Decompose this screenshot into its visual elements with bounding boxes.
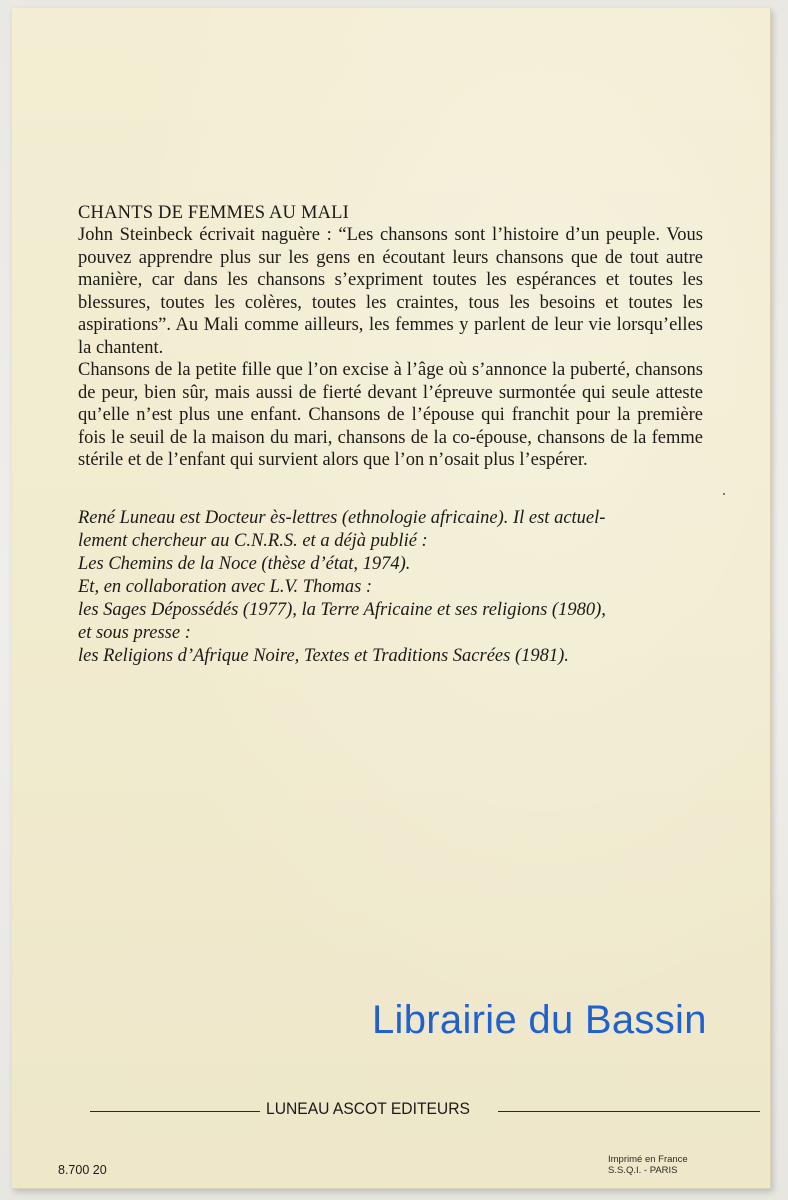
- author-bio-line: lement chercheur au C.N.R.S. et a déjà publié :: [78, 531, 428, 551]
- seller-watermark: Librairie du Bassin: [372, 998, 707, 1042]
- author-bio-line: et sous presse :: [78, 623, 191, 643]
- blurb-paragraph-2: Chansons de la petite fille que l’on excise à l’âge où s’annonce la puberté, chansons de peur, bien sûr, mais aussi de fierté devant l’épreuve surmontée qui seule atteste qu’elle n’est plus une enfant. Chansons de l’épouse qui franchit pour la première fois le seuil de la maison du mari, chansons de la co-épouse, chansons de la femme stérile et de l’enfant qui survient alors que l’on n’osait plus l’espérer.: [78, 360, 703, 471]
- author-bio-line: les Sages Dépossédés (1977), la Terre Africaine et ses religions (1980),: [78, 600, 606, 620]
- book-title: CHANTS DE FEMMES AU MALI: [78, 203, 350, 223]
- printer-line-2: S.S.Q.I. - PARIS: [608, 1165, 678, 1176]
- printer-info: [608, 1154, 688, 1176]
- publisher-rule-right: [498, 1111, 760, 1112]
- printer-line-1: Imprimé en France: [608, 1154, 688, 1165]
- catalog-code: 8.700 20: [58, 1163, 107, 1177]
- publisher-rule-left: [90, 1111, 260, 1112]
- print-speck: [723, 493, 725, 495]
- author-bio-line: Les Chemins de la Noce (thèse d’état, 1974).: [78, 554, 411, 574]
- author-bio-line: René Luneau est Docteur ès-lettres (ethnologie africaine). Il est actuel-: [78, 508, 606, 528]
- author-bio-line: Et, en collaboration avec L.V. Thomas :: [78, 577, 373, 597]
- author-bio-line: les Religions d’Afrique Noire, Textes et Traditions Sacrées (1981).: [78, 646, 569, 666]
- blurb-paragraph-1: John Steinbeck écrivait naguère : “Les chansons sont l’histoire d’un peuple. Vous pouvez apprendre plus sur les gens en écoutant leurs chansons que de tout autre manière, car dans les chansons s’expriment toutes les espérances et toutes les blessures, toutes les colères, toutes les craintes, tous les besoins et toutes les aspirations”. Au Mali comme ailleurs, les femmes y parlent de leur vie lorsqu’elles la chantent.: [78, 225, 703, 358]
- publisher-name: LUNEAU ASCOT EDITEURS: [266, 1099, 470, 1118]
